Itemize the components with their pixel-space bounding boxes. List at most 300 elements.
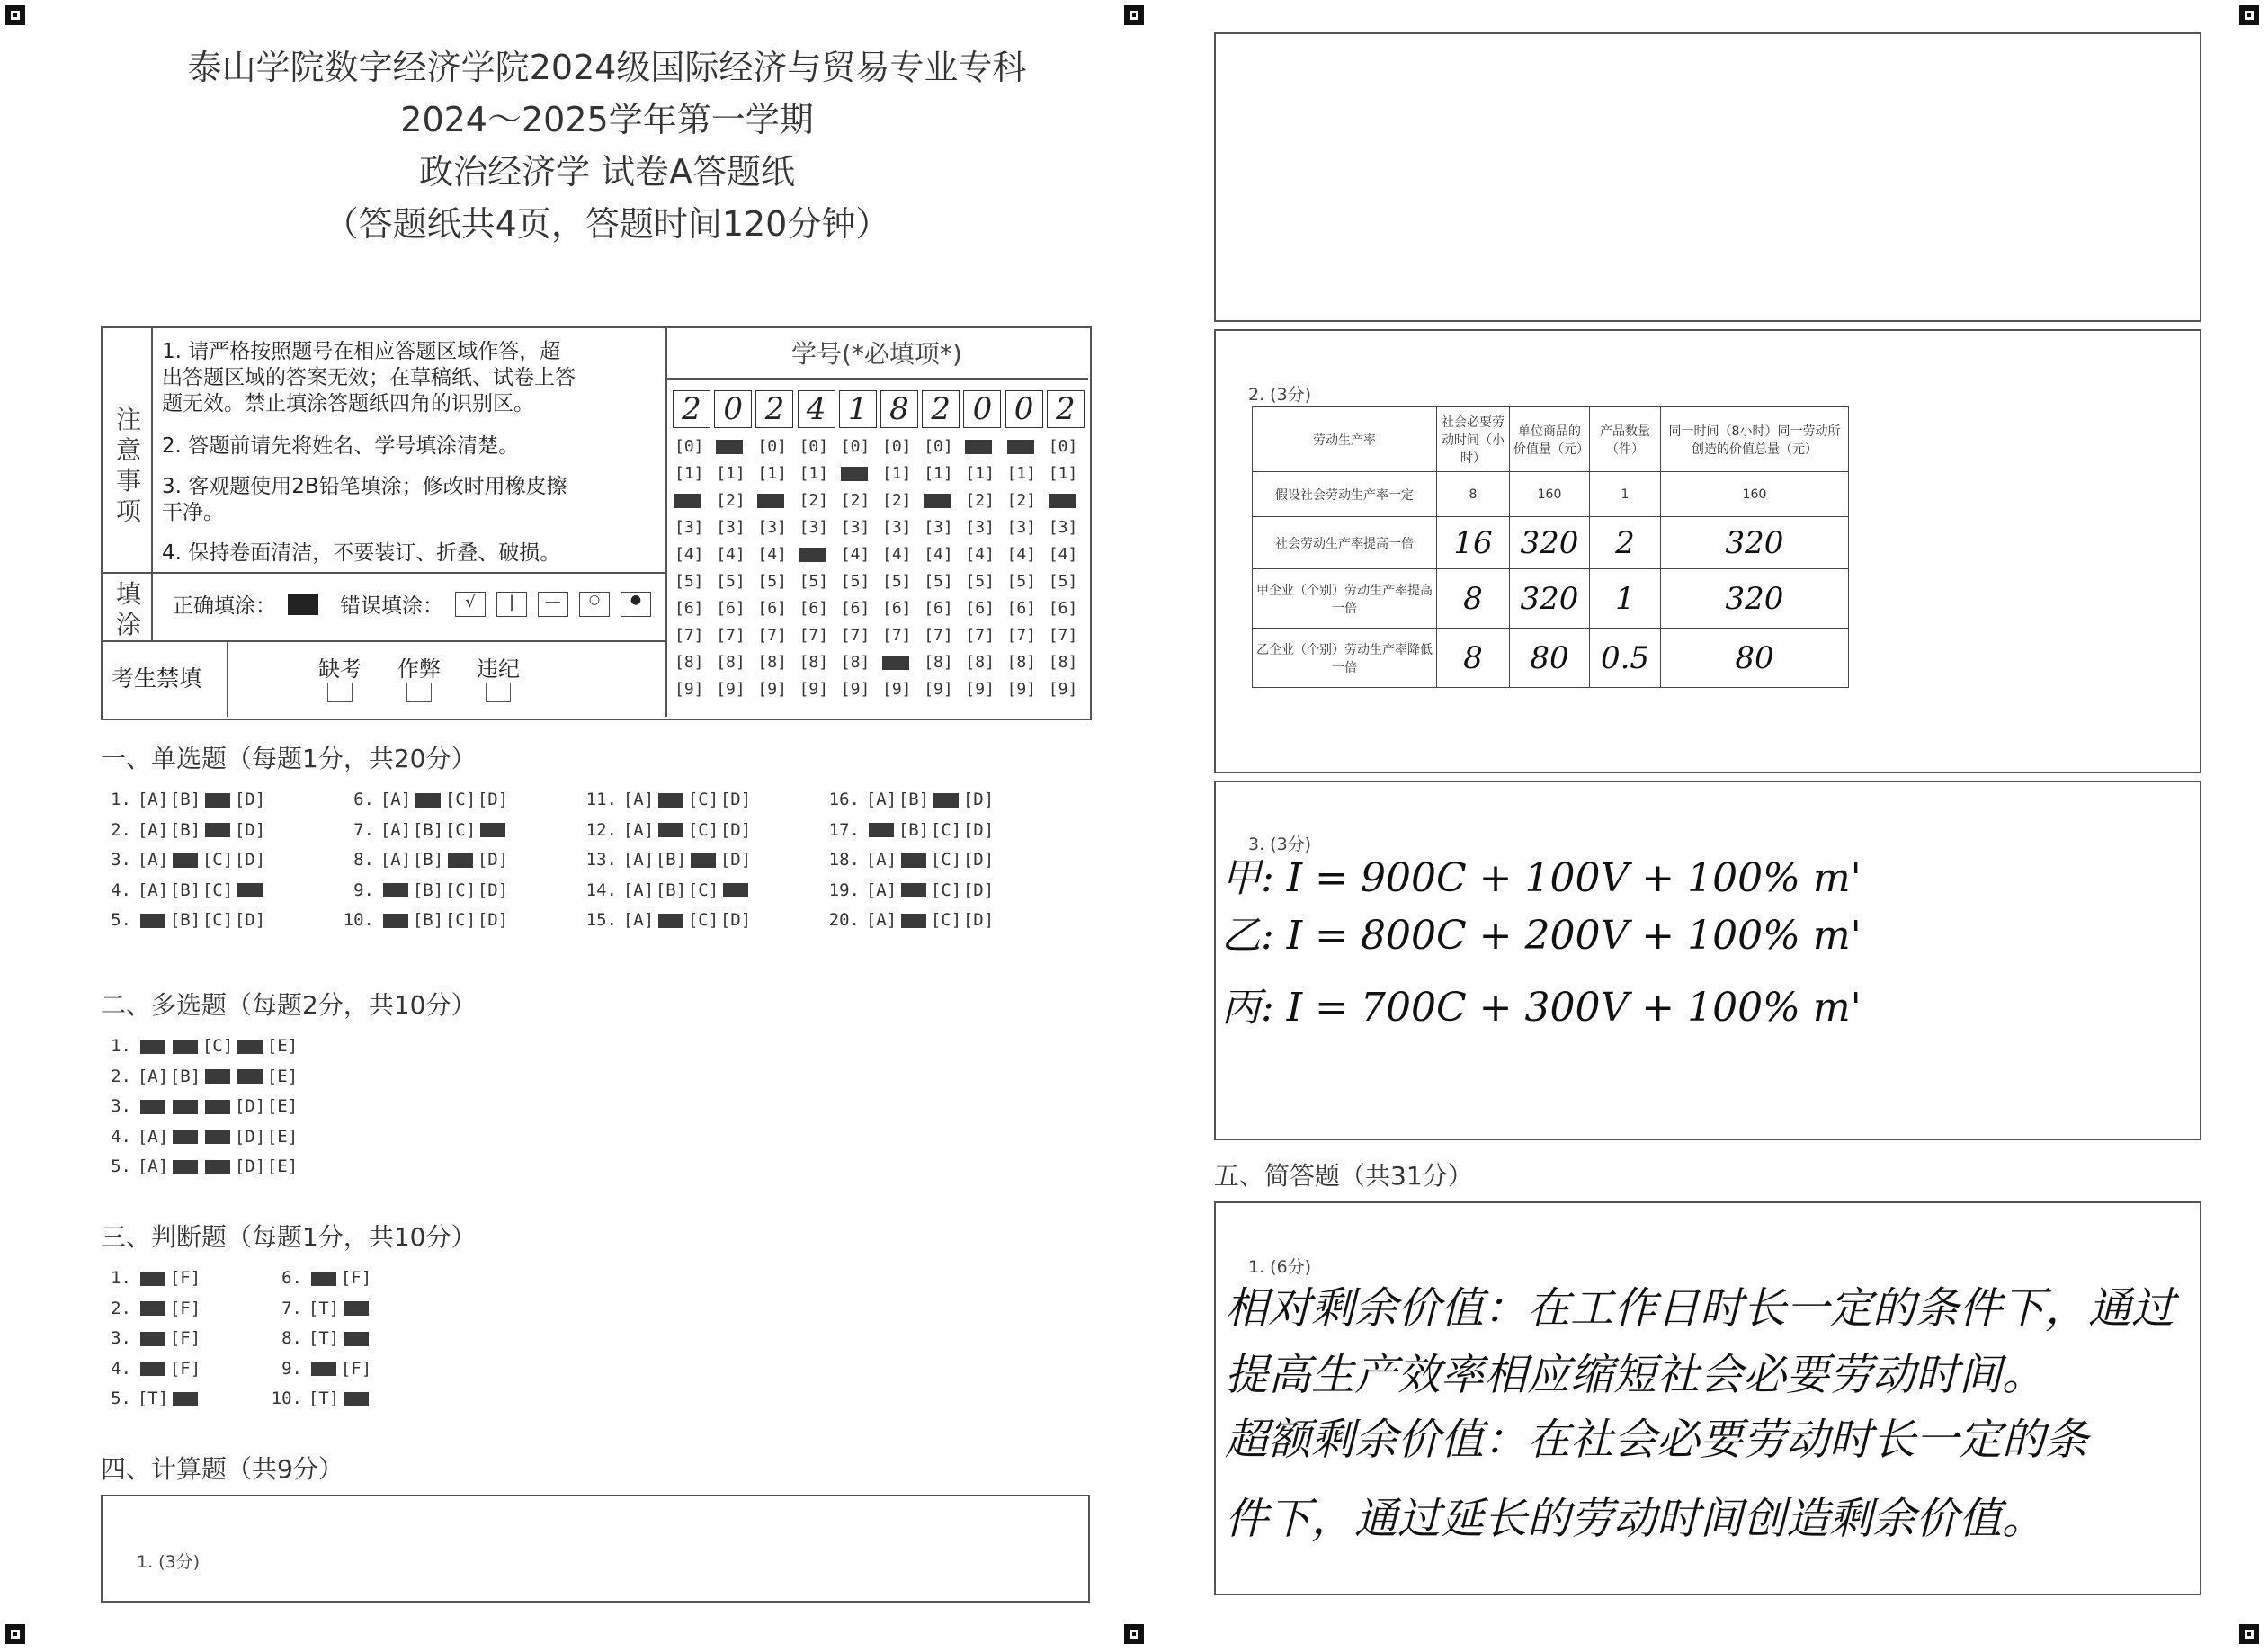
option[interactable]: [B] bbox=[412, 850, 444, 870]
divider bbox=[665, 378, 1088, 380]
calc-q3-answer-line: 甲: I = 900C + 100V + 100% m' bbox=[1221, 855, 1862, 901]
option-filled[interactable] bbox=[169, 1127, 201, 1147]
corner-marker bbox=[5, 5, 25, 25]
option[interactable]: [A] bbox=[865, 880, 897, 900]
option[interactable]: [D] bbox=[962, 880, 995, 900]
id-bubble[interactable]: [8] bbox=[924, 653, 953, 672]
id-bubble[interactable]: [8] bbox=[1006, 653, 1037, 672]
single-choice-row[interactable] bbox=[585, 880, 752, 900]
option[interactable]: [C] bbox=[930, 819, 962, 840]
option[interactable]: [D] bbox=[719, 819, 752, 840]
judge-row[interactable] bbox=[99, 1359, 201, 1379]
id-bubble[interactable]: [9] bbox=[840, 680, 871, 699]
single-choice-row[interactable] bbox=[99, 910, 266, 930]
id-bubble[interactable]: [0] bbox=[1048, 437, 1078, 456]
corner-marker bbox=[1124, 1624, 1144, 1644]
option[interactable]: [D] bbox=[962, 819, 995, 840]
question-number: 3. bbox=[111, 1328, 131, 1348]
id-bubble[interactable]: [4] bbox=[882, 545, 912, 564]
id-bubble-filled[interactable] bbox=[965, 437, 992, 456]
calc-q2-label: 2. (3分) bbox=[1248, 385, 1312, 405]
id-bubble[interactable]: [0] bbox=[757, 437, 787, 456]
option[interactable]: [A] bbox=[137, 790, 169, 809]
id-bubble[interactable]: [7] bbox=[840, 626, 871, 645]
id-bubble[interactable]: [2] bbox=[1006, 491, 1037, 510]
option[interactable]: [B] bbox=[169, 1066, 201, 1086]
short-q1-answer-line: 件下，通过延长的劳动时间创造剩余价值。 bbox=[1225, 1494, 2046, 1544]
id-bubble[interactable]: [1] bbox=[882, 464, 912, 483]
multi-choice-row[interactable] bbox=[99, 1156, 299, 1176]
question-number: 7. bbox=[353, 819, 374, 840]
student-id-digit: 2 bbox=[673, 390, 710, 428]
single-choice-row[interactable] bbox=[827, 910, 995, 930]
question-number: 9. bbox=[353, 880, 374, 900]
calc-cell: 乙企业（个别）劳动生产率降低一倍 bbox=[1253, 629, 1437, 688]
student-id-digit: 2 bbox=[1047, 390, 1085, 428]
option-filled[interactable] bbox=[137, 1359, 169, 1379]
option-filled[interactable] bbox=[137, 1036, 169, 1056]
judge-row[interactable] bbox=[270, 1328, 372, 1348]
id-bubble[interactable]: [1] bbox=[716, 464, 746, 483]
option[interactable]: [C] bbox=[201, 1036, 234, 1056]
id-bubble[interactable]: [9] bbox=[799, 680, 829, 699]
calc-handwritten-cell: 320 bbox=[1661, 569, 1849, 629]
id-bubble[interactable]: [1] bbox=[1006, 464, 1037, 483]
option[interactable]: [B] bbox=[655, 880, 687, 900]
option-filled[interactable] bbox=[137, 910, 169, 930]
option-filled[interactable] bbox=[379, 910, 412, 930]
fill-wrong-label: 错误填涂： bbox=[340, 594, 443, 618]
id-bubble[interactable]: [9] bbox=[757, 680, 787, 699]
multi-choice-row[interactable] bbox=[99, 1036, 299, 1056]
violation-checkbox[interactable] bbox=[486, 683, 511, 702]
option[interactable]: [A] bbox=[137, 1066, 169, 1086]
option[interactable]: [B] bbox=[169, 819, 201, 840]
option-filled[interactable] bbox=[412, 790, 444, 809]
question-number: 4. bbox=[111, 1126, 131, 1147]
student-id-digit: 2 bbox=[922, 390, 960, 428]
option-filled[interactable] bbox=[201, 1096, 234, 1116]
option[interactable]: [E] bbox=[266, 1066, 299, 1086]
option-filled[interactable] bbox=[897, 910, 930, 930]
id-bubble[interactable]: [5] bbox=[757, 572, 787, 591]
id-bubble[interactable]: [8] bbox=[674, 653, 704, 672]
single-choice-row[interactable] bbox=[99, 850, 266, 870]
calc-header: 单位商品的价值量（元） bbox=[1510, 407, 1590, 472]
option[interactable]: [B] bbox=[897, 790, 930, 809]
id-bubble-filled[interactable] bbox=[799, 545, 826, 564]
id-bubble[interactable]: [8] bbox=[799, 653, 829, 672]
id-bubble-filled[interactable] bbox=[674, 491, 701, 510]
option[interactable]: [B] bbox=[897, 819, 930, 840]
id-bubble[interactable]: [7] bbox=[1048, 626, 1078, 645]
id-bubble[interactable]: [2] bbox=[799, 491, 829, 510]
id-bubble[interactable]: [2] bbox=[965, 491, 995, 510]
id-bubble[interactable]: [3] bbox=[1006, 518, 1037, 537]
id-bubble[interactable]: [4] bbox=[1048, 545, 1078, 564]
id-bubble-filled[interactable] bbox=[924, 491, 951, 510]
option[interactable]: [D] bbox=[234, 790, 266, 809]
option[interactable]: [A] bbox=[137, 880, 169, 900]
id-bubble[interactable]: [5] bbox=[674, 572, 704, 591]
id-bubble[interactable]: [6] bbox=[965, 599, 995, 618]
option-filled[interactable] bbox=[169, 850, 201, 870]
student-id-digit: 1 bbox=[839, 390, 877, 428]
id-bubble-filled[interactable] bbox=[1049, 491, 1076, 510]
option-filled[interactable] bbox=[477, 820, 509, 840]
id-bubble[interactable]: [9] bbox=[965, 680, 995, 699]
option[interactable]: [A] bbox=[622, 850, 655, 870]
option[interactable]: [E] bbox=[266, 1126, 299, 1147]
id-bubble[interactable]: [7] bbox=[674, 626, 704, 645]
option[interactable]: [C] bbox=[687, 910, 719, 930]
judge-row[interactable] bbox=[99, 1268, 201, 1288]
calc-cell: 社会劳动生产率提高一倍 bbox=[1253, 517, 1437, 569]
option[interactable]: [C] bbox=[444, 790, 477, 809]
option[interactable]: [A] bbox=[865, 790, 897, 809]
id-bubble[interactable]: [7] bbox=[1006, 626, 1037, 645]
multi-choice-row[interactable] bbox=[99, 1096, 299, 1116]
id-bubble[interactable]: [1] bbox=[799, 464, 829, 483]
id-bubble-filled[interactable] bbox=[757, 491, 784, 510]
option[interactable]: [B] bbox=[655, 850, 687, 870]
id-bubble[interactable]: [1] bbox=[757, 464, 787, 483]
option[interactable]: [C] bbox=[444, 819, 477, 840]
option[interactable]: [D] bbox=[962, 910, 995, 930]
option-filled[interactable] bbox=[719, 880, 752, 900]
option[interactable]: [E] bbox=[266, 1036, 299, 1056]
id-bubble[interactable]: [8] bbox=[1048, 653, 1078, 672]
option[interactable]: [C] bbox=[201, 850, 234, 870]
id-bubble[interactable]: [9] bbox=[1006, 680, 1037, 699]
cheat-checkbox[interactable] bbox=[406, 683, 432, 702]
id-bubble[interactable]: [4] bbox=[965, 545, 995, 564]
option[interactable]: [D] bbox=[477, 880, 509, 900]
id-bubble[interactable]: [5] bbox=[1006, 572, 1037, 591]
id-bubble[interactable]: [6] bbox=[1048, 599, 1078, 618]
option[interactable]: [E] bbox=[266, 1096, 299, 1116]
single-choice-row[interactable] bbox=[99, 790, 266, 809]
option-filled[interactable] bbox=[234, 1036, 266, 1056]
single-choice-row[interactable] bbox=[99, 880, 266, 900]
id-bubble[interactable]: [9] bbox=[1048, 680, 1078, 699]
id-bubble[interactable]: [6] bbox=[1006, 599, 1037, 618]
option[interactable]: [A] bbox=[137, 819, 169, 840]
option-filled[interactable] bbox=[897, 850, 930, 870]
id-bubble[interactable]: [3] bbox=[924, 518, 953, 537]
option[interactable]: [A] bbox=[137, 1156, 169, 1176]
option-filled[interactable] bbox=[169, 1389, 201, 1408]
option[interactable]: [T] bbox=[308, 1298, 340, 1318]
id-bubble[interactable]: [5] bbox=[799, 572, 829, 591]
id-bubble[interactable]: [9] bbox=[924, 680, 953, 699]
question-number: 7. bbox=[281, 1298, 302, 1318]
option[interactable]: [F] bbox=[169, 1358, 201, 1379]
id-bubble[interactable]: [9] bbox=[882, 680, 912, 699]
single-choice-row[interactable] bbox=[585, 790, 752, 809]
option[interactable]: [A] bbox=[622, 910, 655, 930]
id-bubble[interactable]: [8] bbox=[965, 653, 995, 672]
option[interactable]: [A] bbox=[137, 1126, 169, 1147]
single-choice-row[interactable] bbox=[342, 910, 509, 930]
id-bubble[interactable]: [2] bbox=[882, 491, 912, 510]
multi-choice-row[interactable] bbox=[99, 1127, 299, 1147]
option[interactable]: [F] bbox=[169, 1298, 201, 1318]
option[interactable]: [A] bbox=[379, 850, 412, 870]
calc-cell: 160 bbox=[1661, 472, 1849, 517]
id-bubble-filled[interactable] bbox=[716, 437, 743, 456]
option[interactable]: [B] bbox=[169, 880, 201, 900]
option[interactable]: [A] bbox=[379, 819, 412, 840]
option[interactable]: [D] bbox=[477, 850, 509, 870]
option[interactable]: [C] bbox=[687, 880, 719, 900]
option-filled[interactable] bbox=[655, 790, 687, 809]
id-bubble[interactable]: [2] bbox=[716, 491, 746, 510]
option-filled[interactable] bbox=[930, 790, 962, 809]
option[interactable]: [A] bbox=[137, 850, 169, 870]
option[interactable]: [C] bbox=[201, 880, 234, 900]
id-bubble[interactable]: [5] bbox=[1048, 572, 1078, 591]
option[interactable]: [D] bbox=[234, 850, 266, 870]
single-choice-row[interactable] bbox=[342, 880, 509, 900]
option-filled[interactable] bbox=[137, 1096, 169, 1116]
option-filled[interactable] bbox=[201, 790, 234, 809]
option[interactable]: [T] bbox=[308, 1328, 340, 1348]
id-bubble[interactable]: [3] bbox=[840, 518, 871, 537]
option-filled[interactable] bbox=[687, 850, 719, 870]
option[interactable]: [D] bbox=[477, 790, 509, 809]
single-choice-row[interactable] bbox=[342, 820, 509, 840]
calc-q3-box[interactable] bbox=[1214, 781, 2201, 1140]
option[interactable]: [A] bbox=[622, 819, 655, 840]
question-number: 3. bbox=[111, 850, 131, 870]
option-filled[interactable] bbox=[137, 1268, 169, 1288]
option[interactable]: [D] bbox=[234, 1096, 266, 1116]
option[interactable]: [A] bbox=[865, 850, 897, 870]
id-bubble[interactable]: [0] bbox=[924, 437, 953, 456]
single-choice-row[interactable] bbox=[827, 880, 995, 900]
calc-header: 同一时间（8小时）同一劳动所创造的价值总量（元） bbox=[1661, 407, 1849, 472]
option-filled[interactable] bbox=[234, 1067, 266, 1086]
divider bbox=[101, 640, 667, 642]
id-bubble[interactable]: [3] bbox=[716, 518, 746, 537]
judge-row[interactable] bbox=[99, 1389, 201, 1408]
option-filled[interactable] bbox=[865, 820, 897, 840]
option-filled[interactable] bbox=[655, 820, 687, 840]
option[interactable]: [C] bbox=[930, 880, 962, 900]
single-choice-row[interactable] bbox=[827, 820, 995, 840]
option[interactable]: [A] bbox=[379, 790, 412, 809]
option[interactable]: [C] bbox=[687, 790, 719, 809]
option-filled[interactable] bbox=[169, 1096, 201, 1116]
id-bubble[interactable]: [1] bbox=[965, 464, 995, 483]
option[interactable]: [D] bbox=[719, 850, 752, 870]
option[interactable]: [B] bbox=[412, 819, 444, 840]
id-bubble[interactable]: [5] bbox=[840, 572, 871, 591]
single-choice-row[interactable] bbox=[827, 850, 995, 870]
id-bubble[interactable]: [2] bbox=[840, 491, 871, 510]
id-bubble[interactable]: [7] bbox=[799, 626, 829, 645]
id-bubble[interactable]: [3] bbox=[799, 518, 829, 537]
id-bubble[interactable]: [9] bbox=[674, 680, 704, 699]
option[interactable]: [T] bbox=[137, 1389, 169, 1408]
option[interactable]: [D] bbox=[477, 910, 509, 930]
option[interactable]: [D] bbox=[234, 910, 266, 930]
option[interactable]: [T] bbox=[308, 1389, 340, 1408]
option-filled[interactable] bbox=[308, 1359, 340, 1379]
id-bubble[interactable]: [4] bbox=[757, 545, 787, 564]
judge-row[interactable] bbox=[270, 1299, 372, 1318]
option[interactable]: [C] bbox=[201, 910, 234, 930]
option[interactable]: [E] bbox=[266, 1156, 299, 1176]
id-bubble[interactable]: [4] bbox=[1006, 545, 1037, 564]
option[interactable]: [D] bbox=[719, 910, 752, 930]
option[interactable]: [F] bbox=[340, 1358, 372, 1379]
option[interactable]: [F] bbox=[169, 1328, 201, 1348]
section-single-title: 一、单选题（每题1分，共20分） bbox=[101, 744, 477, 773]
option-filled[interactable] bbox=[169, 1156, 201, 1176]
option[interactable]: [C] bbox=[930, 910, 962, 930]
option-filled[interactable] bbox=[308, 1268, 340, 1288]
judge-row[interactable] bbox=[270, 1359, 372, 1379]
single-choice-row[interactable] bbox=[585, 820, 752, 840]
option[interactable]: [D] bbox=[962, 850, 995, 870]
option[interactable]: [C] bbox=[444, 880, 477, 900]
single-choice-row[interactable] bbox=[342, 790, 509, 809]
option-filled[interactable] bbox=[340, 1328, 372, 1348]
absent-checkbox[interactable] bbox=[327, 683, 353, 702]
single-choice-row[interactable] bbox=[342, 850, 509, 870]
id-bubble[interactable]: [7] bbox=[882, 626, 912, 645]
id-bubble-filled[interactable] bbox=[841, 464, 868, 483]
id-bubble[interactable]: [1] bbox=[1048, 464, 1078, 483]
option[interactable]: [B] bbox=[412, 910, 444, 930]
option[interactable]: [B] bbox=[169, 790, 201, 809]
option-filled[interactable] bbox=[201, 1156, 234, 1176]
option[interactable]: [D] bbox=[962, 790, 995, 809]
option-filled[interactable] bbox=[340, 1299, 372, 1318]
option-filled[interactable] bbox=[201, 820, 234, 840]
divider bbox=[227, 640, 228, 717]
option[interactable]: [A] bbox=[622, 790, 655, 809]
id-bubble[interactable]: [3] bbox=[882, 518, 912, 537]
id-bubble[interactable]: [6] bbox=[840, 599, 871, 618]
judge-row[interactable] bbox=[99, 1328, 201, 1348]
question-number: 19. bbox=[828, 880, 860, 900]
option[interactable]: [F] bbox=[340, 1268, 372, 1288]
id-bubble[interactable]: [8] bbox=[840, 653, 871, 672]
id-bubble[interactable]: [7] bbox=[716, 626, 746, 645]
calc-handwritten-cell: 320 bbox=[1661, 517, 1849, 569]
id-bubble[interactable]: [6] bbox=[924, 599, 953, 618]
single-choice-row[interactable] bbox=[99, 820, 266, 840]
judge-row[interactable] bbox=[270, 1389, 372, 1408]
id-bubble[interactable]: [3] bbox=[674, 518, 704, 537]
option-filled[interactable] bbox=[897, 880, 930, 900]
option[interactable]: [D] bbox=[234, 1156, 266, 1176]
option-filled[interactable] bbox=[444, 850, 477, 870]
id-bubble[interactable]: [0] bbox=[674, 437, 704, 456]
wrong-mark: | bbox=[496, 592, 527, 617]
id-bubble[interactable]: [6] bbox=[799, 599, 829, 618]
option[interactable]: [C] bbox=[930, 850, 962, 870]
single-choice-row[interactable] bbox=[827, 790, 995, 809]
option[interactable]: [C] bbox=[687, 819, 719, 840]
option-filled[interactable] bbox=[201, 1067, 234, 1086]
id-bubble[interactable]: [5] bbox=[924, 572, 953, 591]
calc-q1-box[interactable] bbox=[101, 1495, 1090, 1603]
divider bbox=[665, 326, 667, 717]
id-bubble[interactable]: [1] bbox=[674, 464, 704, 483]
id-bubble[interactable]: [8] bbox=[716, 653, 746, 672]
option[interactable]: [C] bbox=[444, 910, 477, 930]
id-bubble[interactable]: [7] bbox=[757, 626, 787, 645]
option-filled[interactable] bbox=[169, 1036, 201, 1056]
id-bubble[interactable]: [3] bbox=[965, 518, 995, 537]
id-bubble[interactable]: [0] bbox=[840, 437, 871, 456]
id-bubble[interactable]: [6] bbox=[674, 599, 704, 618]
id-bubble[interactable]: [5] bbox=[716, 572, 746, 591]
id-bubble[interactable]: [6] bbox=[716, 599, 746, 618]
wrong-mark: — bbox=[538, 592, 568, 617]
id-bubble[interactable]: [3] bbox=[1048, 518, 1078, 537]
id-bubble-filled[interactable] bbox=[882, 653, 909, 672]
id-bubble[interactable]: [4] bbox=[674, 545, 704, 564]
corner-marker bbox=[2239, 5, 2259, 25]
id-bubble[interactable]: [5] bbox=[965, 572, 995, 591]
id-bubble[interactable]: [8] bbox=[757, 653, 787, 672]
judge-row[interactable] bbox=[270, 1268, 372, 1288]
id-bubble[interactable]: [4] bbox=[716, 545, 746, 564]
option-filled[interactable] bbox=[655, 910, 687, 930]
id-bubble-filled[interactable] bbox=[1007, 437, 1034, 456]
id-bubble[interactable]: [6] bbox=[757, 599, 787, 618]
exam-title-line2: 2024～2025学年第一学期 bbox=[400, 100, 814, 139]
option-filled[interactable] bbox=[234, 880, 266, 900]
option-filled[interactable] bbox=[201, 1127, 234, 1147]
id-bubble[interactable]: [7] bbox=[965, 626, 995, 645]
option[interactable]: [D] bbox=[719, 790, 752, 809]
id-bubble[interactable]: [1] bbox=[924, 464, 953, 483]
calc-q1-continued-box[interactable] bbox=[1214, 32, 2201, 322]
id-bubble[interactable]: [3] bbox=[757, 518, 787, 537]
id-bubble[interactable]: [5] bbox=[882, 572, 912, 591]
single-choice-row[interactable] bbox=[585, 850, 752, 870]
id-bubble[interactable]: [7] bbox=[924, 626, 953, 645]
option[interactable]: [A] bbox=[865, 910, 897, 930]
option[interactable]: [F] bbox=[169, 1268, 201, 1288]
id-bubble[interactable]: [9] bbox=[716, 680, 746, 699]
option-filled[interactable] bbox=[379, 880, 412, 900]
id-bubble[interactable]: [0] bbox=[799, 437, 829, 456]
judge-row[interactable] bbox=[99, 1299, 201, 1318]
option[interactable]: [A] bbox=[622, 880, 655, 900]
multi-choice-row[interactable] bbox=[99, 1067, 299, 1086]
id-bubble[interactable]: [6] bbox=[882, 599, 912, 618]
single-choice-row[interactable] bbox=[585, 910, 752, 930]
id-bubble[interactable]: [0] bbox=[882, 437, 912, 456]
option-filled[interactable] bbox=[137, 1299, 169, 1318]
option-filled[interactable] bbox=[137, 1328, 169, 1348]
option[interactable]: [D] bbox=[234, 1126, 266, 1147]
option[interactable]: [B] bbox=[412, 880, 444, 900]
id-bubble[interactable]: [4] bbox=[924, 545, 953, 564]
option[interactable]: [D] bbox=[234, 819, 266, 840]
id-bubble[interactable]: [4] bbox=[840, 545, 871, 564]
option[interactable]: [B] bbox=[169, 910, 201, 930]
option-filled[interactable] bbox=[340, 1389, 372, 1408]
fill-correct-sample bbox=[288, 594, 318, 615]
